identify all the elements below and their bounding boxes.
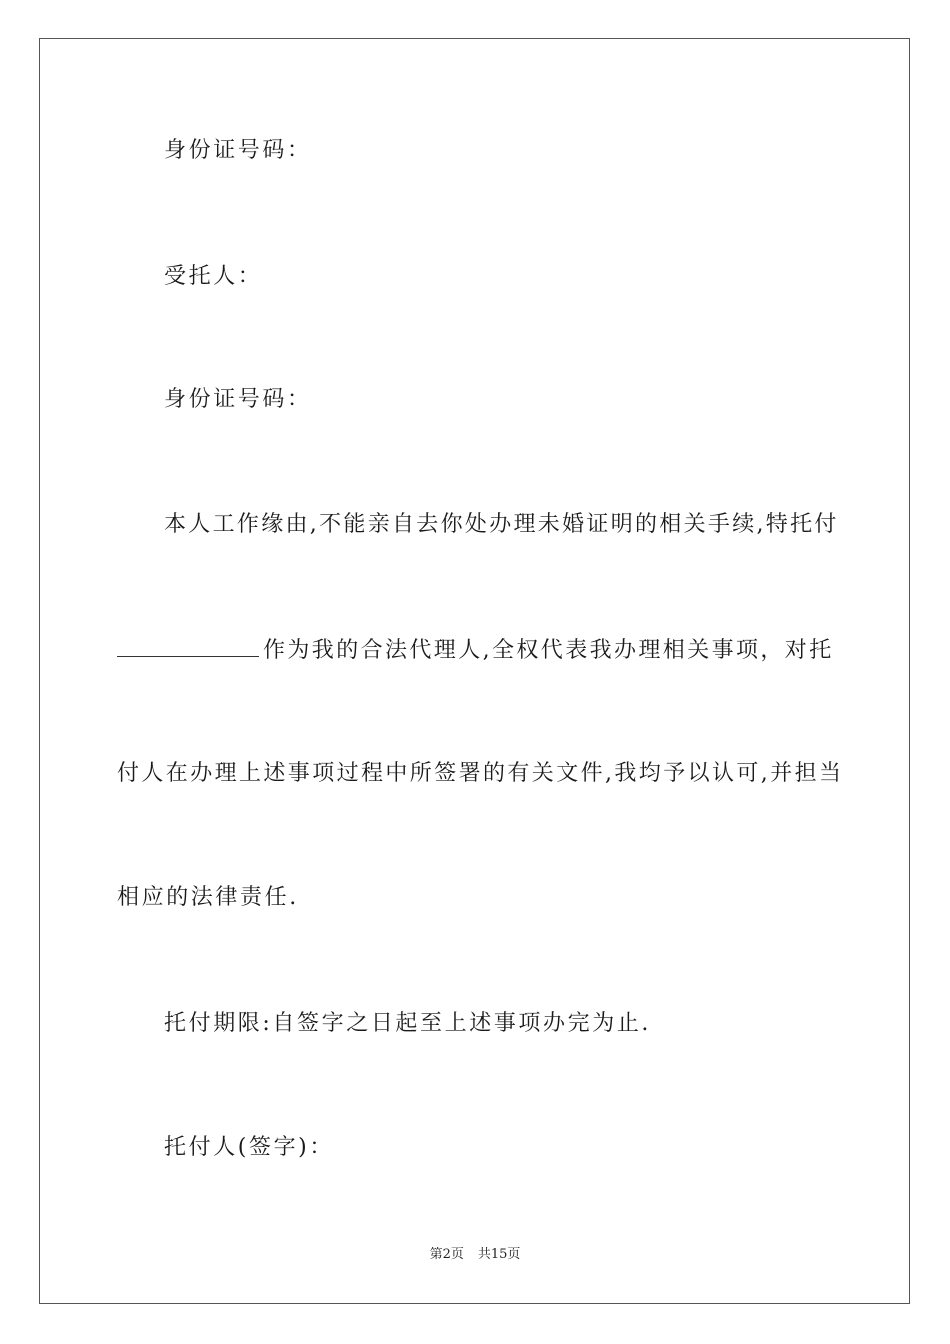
page-border	[39, 38, 910, 1304]
body-line-2-text: 作为我的合法代理人,全权代表我办理相关事项，对托	[263, 638, 834, 663]
body-paragraph-line-2	[117, 636, 834, 664]
entrust-period-line: 托付期限:自签字之日起至上述事项办完为止.	[164, 1011, 652, 1036]
principal-signature-label: 托付人(签字)：	[164, 1135, 334, 1160]
page-number: 第2页	[429, 1247, 464, 1262]
page-total: 共15页	[477, 1247, 521, 1262]
page-footer	[0, 1247, 950, 1263]
body-paragraph-line-4: 相应的法律责任.	[117, 885, 299, 910]
trustee-id-number-label: 身份证号码：	[164, 387, 312, 412]
trustee-label: 受托人：	[164, 264, 263, 289]
body-paragraph-line-1: 本人工作缘由,不能亲自去你处办理未婚证明的相关手续,特托付	[164, 512, 839, 537]
body-paragraph-line-3: 付人在办理上述事项过程中所签署的有关文件,我均予以认可,并担当	[117, 761, 844, 786]
id-number-label: 身份证号码：	[164, 138, 312, 163]
agent-name-blank	[117, 636, 259, 657]
